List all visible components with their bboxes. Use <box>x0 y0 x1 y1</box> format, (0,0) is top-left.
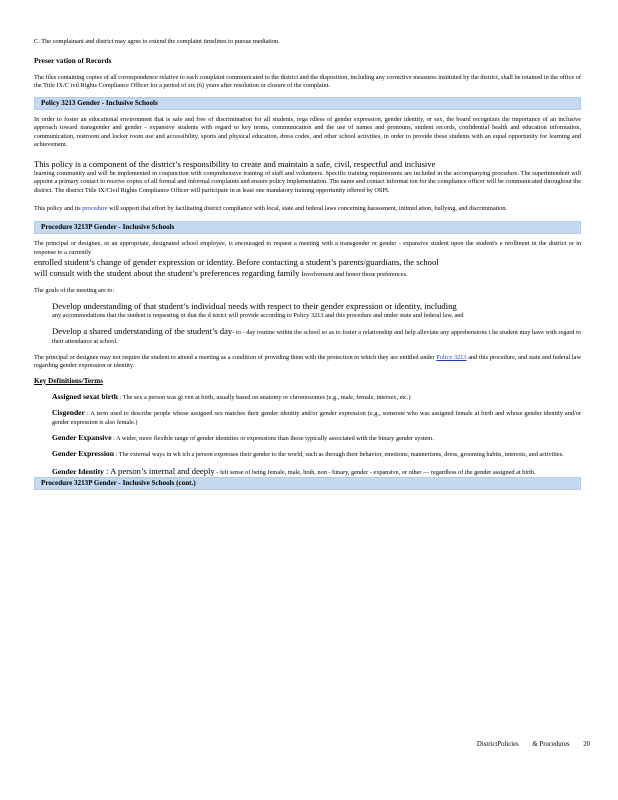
procedure-paragraph-1-start: The principal or designee, or an appropriate, designated school employee, is encouraged to request a meeting with a transgender or gender - expansive student upon the student's e nrollment in the district or in response to a currently <box>34 240 581 256</box>
procedure-paragraph-2 <box>34 354 581 371</box>
bullet-icon <box>34 449 52 459</box>
procedure-paragraph-1-mid: enrolled student’s change of gender expression or identity. Before contacting a student’s parents/guardians, the school <box>34 257 439 268</box>
definition-term: Gender Expansive <box>52 433 112 443</box>
definition-item <box>34 449 581 459</box>
bullet-icon <box>34 392 52 402</box>
goal-1-lead: Develop understanding of that student’s individual needs with respect to their gender expression or identity, including <box>52 301 457 312</box>
goal-bullet-2 <box>34 326 581 346</box>
preservation-text: The files containing copies of all correspondence relative to each complaint communicated to the district and the disposition, including any corrective measures instituted by the district, shall be retained in the office of the Title IX/C ivil Rights Compliance Officer for a period of six (6) years after resolution or closure of the complaint. <box>34 74 581 90</box>
policy-paragraph-2-lead: This policy is a component of the district’s responsibility to create and maintain a safe, civil, respectful and inclusive <box>34 159 436 170</box>
goal-1-body: any accommodations that the student is requesting or that the d istrict will provide according to Policy 3213 and this procedure and under state and federal law, and <box>52 312 464 320</box>
definition-text: - felt sense of being female, male, both, non - binary, gender - expansive, or other — regardless of the gender assigned at birth. <box>214 468 536 476</box>
procedure-paragraph-2-end: and this procedure, and state and federal law regarding gender expression or identity. <box>34 354 581 370</box>
procedure-continued-bar: Procedure 3213P Gender - Inclusive Schools (cont.) <box>34 477 581 490</box>
procedure-paragraph-1-end <box>34 268 581 279</box>
definition-text: : A term used to describe people whose assigned sex matches their gender identity and/or gender expression (e.g., someone who was assigned female at birth and whose gender identity and/or gender expression is also female.) <box>52 410 581 426</box>
document-page <box>34 38 581 490</box>
definition-text: : A wider, more flexible range of gender identities or expressions than those typically associated with the binary gender system. <box>111 435 434 443</box>
policy-paragraph-3-start: This policy and its <box>34 204 83 212</box>
policy-paragraph-1: In order to foster an educational environment that is safe and free of discrimination for all students, rega rdless of gender expression, gender identity, or sex, the board recognizes the importance of an inclusive approach toward transgender and gender - expansive students with regard to key terms, communication and the use of names and pronouns, student records, confidential health and education information, communication, restroom and locker room use and accessibility, sports and physical education, dress codes, and other school activities, in order to provide these students with an equal opportunity for learning and achievement. <box>34 116 581 148</box>
definition-text-lead: : A person’s internal and deeply <box>103 465 215 476</box>
procedure-link[interactable]: procedure <box>82 204 108 212</box>
footer-subtitle: & Procedures <box>532 741 570 748</box>
goal-2-lead: Develop a shared understanding of the student’s day <box>52 326 233 337</box>
page-footer <box>430 741 590 750</box>
procedure-paragraph-1 <box>34 240 581 279</box>
bullet-icon <box>34 466 52 477</box>
policy-paragraph-2 <box>34 159 581 195</box>
procedure-paragraph-2-start: The principal or designee may not require the student to attend a meeting as a condition of providing them with the protection to which they are entitled under <box>34 354 437 362</box>
meeting-goals-label: The goals of the meeting are to: <box>34 287 115 295</box>
policy-paragraph-3 <box>34 205 581 213</box>
policy-paragraph-2-body: learning community and will be implemented in conjunction with comprehensive training of staff and volunteers. Specific training requirements are included in the accompanying procedure. The superintendent will appoint a primary contact to receive copies of all formal and informal complaints and ensure policy implementation. The name and contact informat ion for the compliance officer will be communicated throughout the district. The district Title IX/Civil Rights Compliance Officer will participate in at least one mandatory training opportunity offered by OSPI. <box>34 169 581 194</box>
definition-text: : The external ways in wh ich a person expresses their gender to the world, such as through their behavior, emotions, mannerisms, dress, grooming habits, interests, and activities. <box>113 451 564 459</box>
policy-paragraph-3-end: will support that effort by facilitating district compliance with local, state and federal laws concerning harassment, intimid ation, bullying, and discrimination. <box>107 204 508 212</box>
preservation-heading: Preser vation of Records <box>34 56 112 66</box>
procedure-paragraph-1-tail: nvolvement and honor those preferences. <box>303 270 408 278</box>
procedure-section-bar: Procedure 3213P Gender - Inclusive Schools <box>34 221 581 234</box>
definition-item <box>34 392 581 402</box>
procedure-paragraph-1-mid2: will consult with the student about the student’s preferences regarding family i <box>34 267 304 278</box>
page-number: 20 <box>583 741 590 748</box>
goal-2-body: - to - day routine within the school so as to foster a relationship and help alleviate any apprehensions t he student may have with regard to their attendance at school. <box>52 329 581 345</box>
policy-section-bar: Policy 3213 Gender - Inclusive Schools <box>34 97 581 110</box>
goal-bullet-1 <box>34 301 581 320</box>
bullet-icon <box>34 408 52 427</box>
definition-term: Gender Identity <box>52 466 104 476</box>
definition-term: Gender Expression <box>52 449 114 459</box>
definition-item <box>34 466 581 477</box>
mediation-clause: C. The complainant and district may agree to extend the complaint timelines to pursue mediation. <box>34 38 280 45</box>
definition-term: Cisgender <box>52 408 85 418</box>
bullet-icon <box>34 326 52 346</box>
bullet-icon <box>34 301 52 320</box>
definition-item <box>34 408 581 427</box>
definition-text: : The sex a person was gi ven at birth, usually based on anatomy or chromosomes (e.g., male, female, intersex, etc.) <box>117 394 411 402</box>
policy-3213-link[interactable]: Policy 3213 <box>436 354 467 362</box>
definition-item <box>34 433 581 443</box>
definition-term: Assigned sexat birth <box>52 392 118 402</box>
key-definitions-heading: Key Definitions/Terms <box>34 376 104 385</box>
bullet-icon <box>34 433 52 443</box>
footer-title: DistrictPolicies <box>476 741 519 748</box>
